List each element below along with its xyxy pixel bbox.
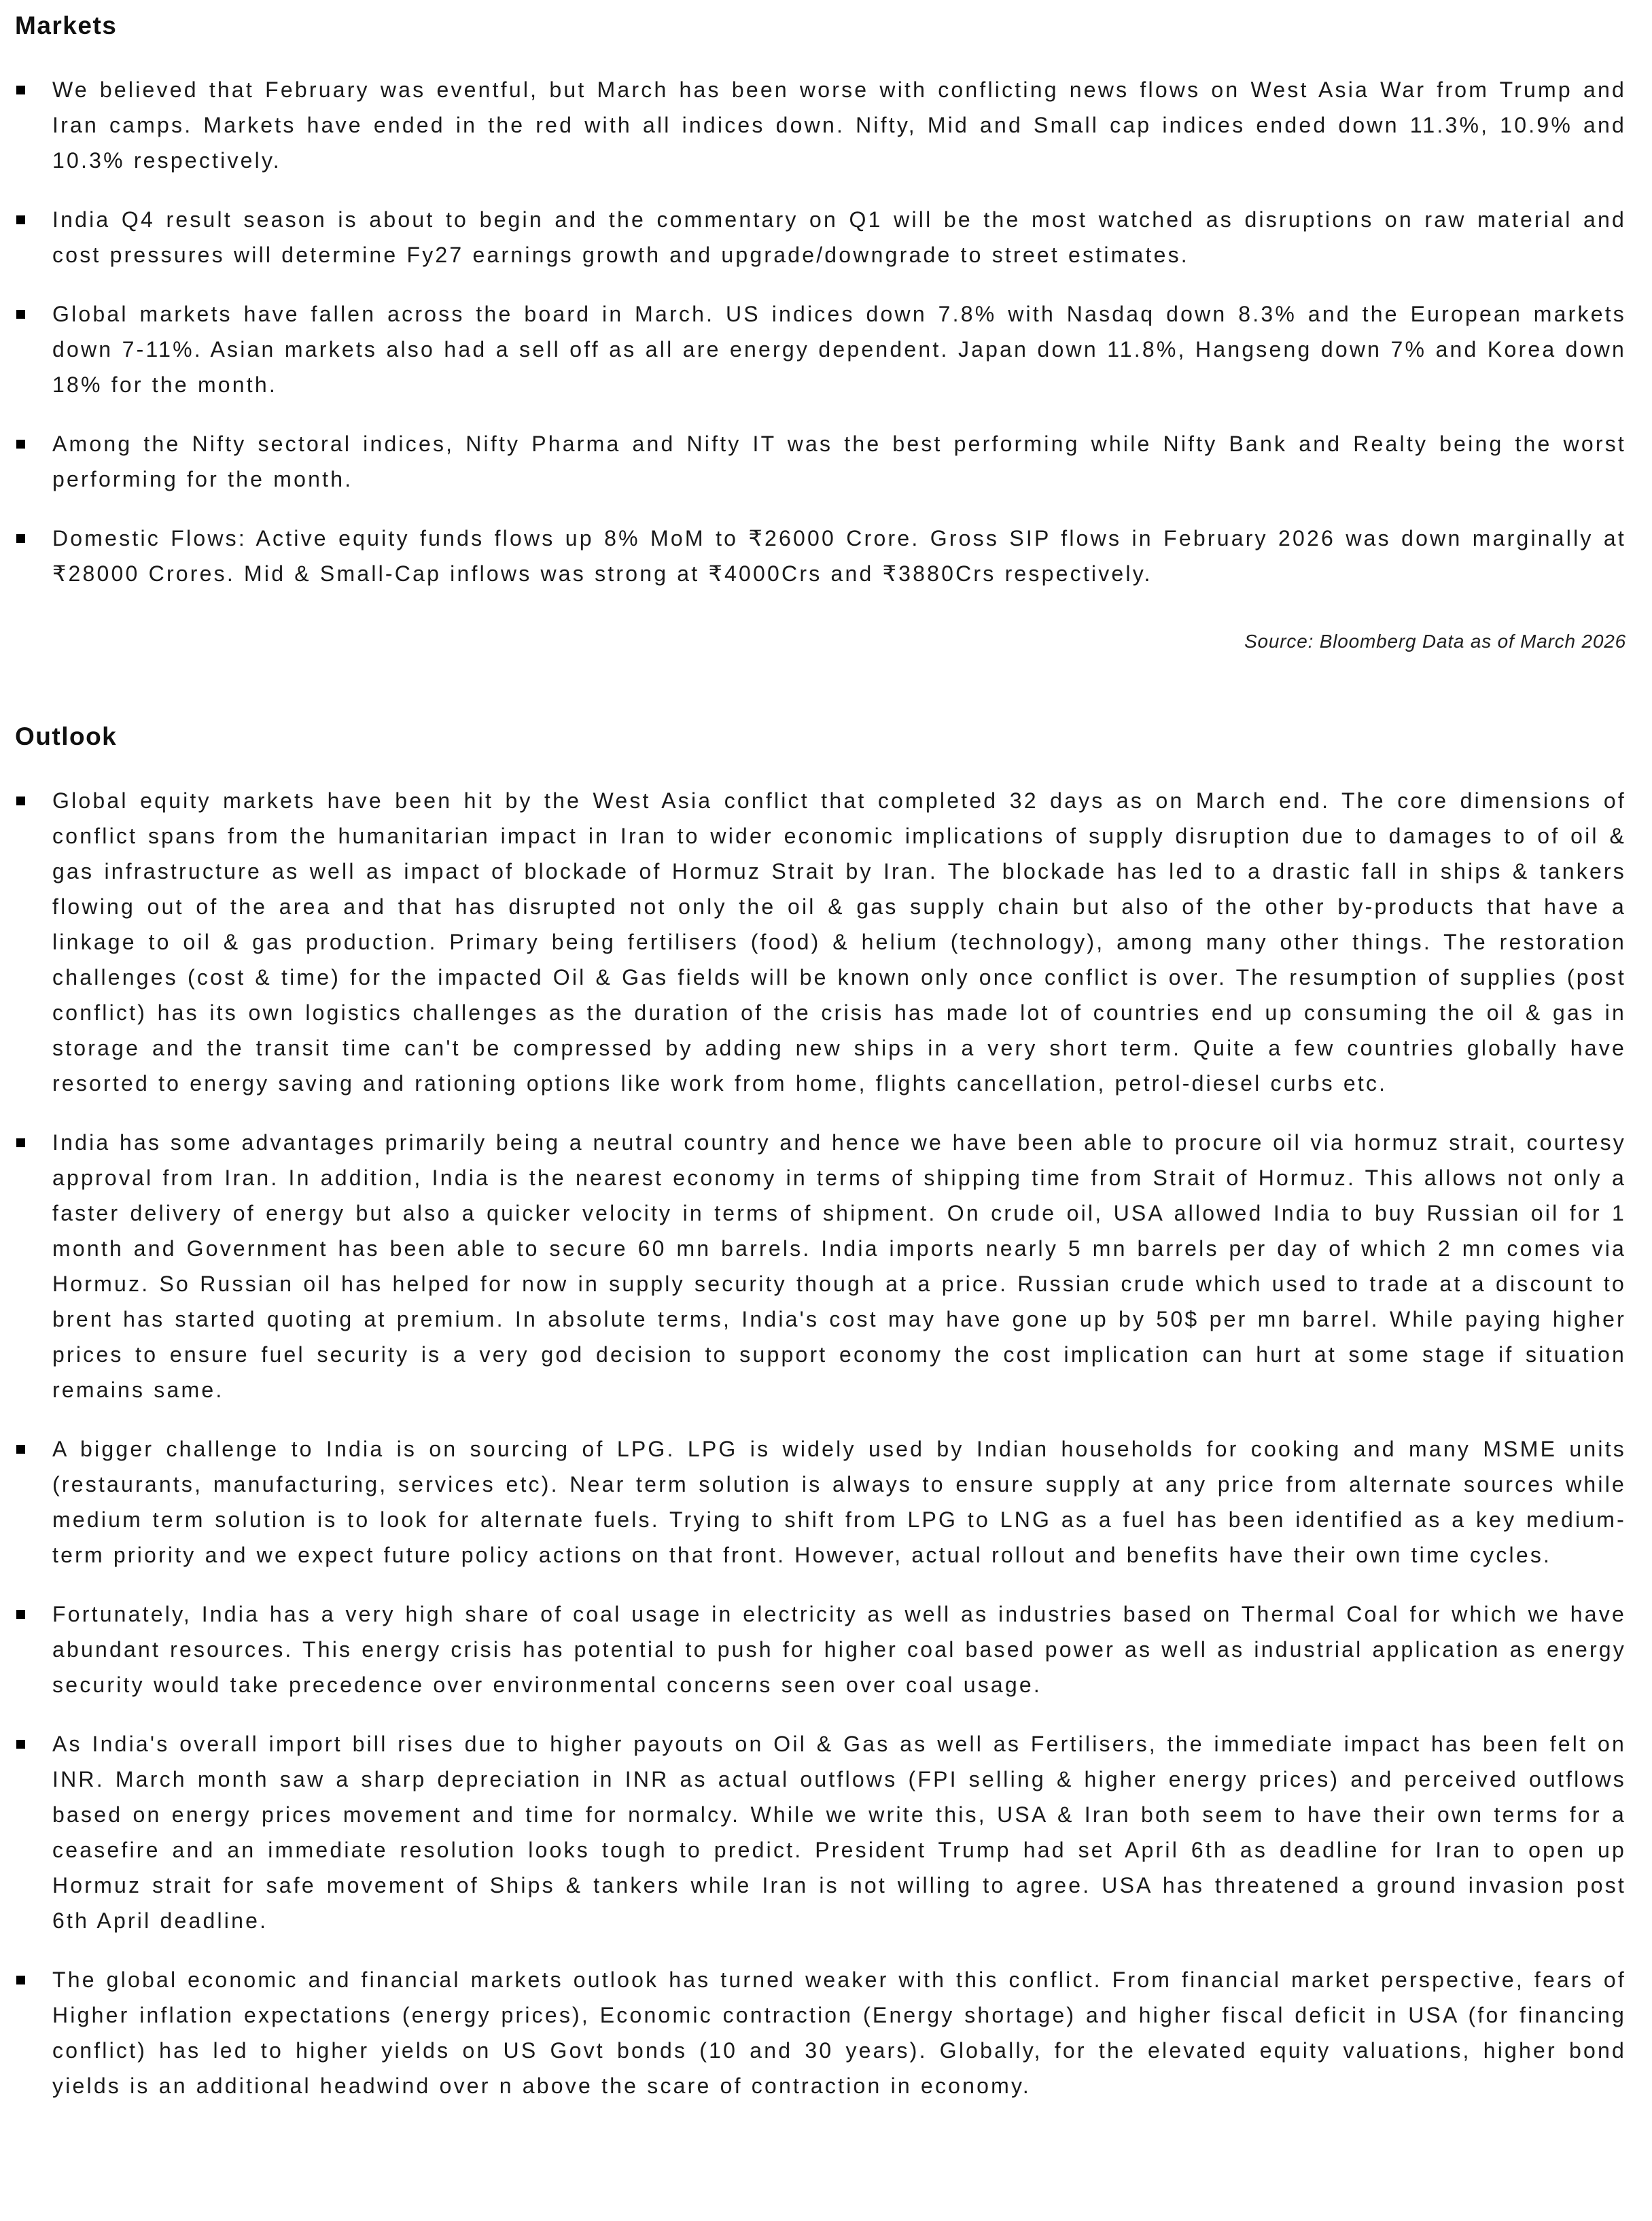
markets-bullet-4 <box>15 426 1626 497</box>
square-bullet-icon <box>16 440 25 449</box>
bullet-text: Domestic Flows: Active equity funds flows up 8% MoM to ₹26000 Crore. Gross SIP flows in February 2026 was down marginally at ₹28000 Crores. Mid & Small-Cap inflows was strong at ₹4000Crs and ₹3880Crs respectively. <box>52 526 1626 586</box>
bullet-text: The global economic and financial markets outlook has turned weaker with this conflict. From financial market perspective, fears of Higher inflation expectations (energy prices), Economic contraction (Energy shortage) and higher fiscal deficit in USA (for financing conflict) has led to higher yields on US Govt bonds (10 and 30 years). Globally, for the elevated equity valuations, higher bond yields is an additional headwind over n above the scare of contraction in economy. <box>52 1968 1626 2098</box>
square-bullet-icon <box>16 534 25 543</box>
bullet-text: A bigger challenge to India is on sourcing of LPG. LPG is widely used by Indian households for cooking and many MSME units (restaurants, manufacturing, services etc). Near term solution is always to ensure supply at any price from alternate sources while medium term solution is to look for alternate fuels. Trying to shift from LPG to LNG as a fuel has been identified as a key medium-term priority and we expect future policy actions on that front. However, actual rollout and benefits have their own time cycles. <box>52 1437 1626 1567</box>
square-bullet-icon <box>16 1445 25 1454</box>
bullet-text: As India's overall import bill rises due to higher payouts on Oil & Gas as well as Fertilisers, the immediate impact has been felt on INR. March month saw a sharp depreciation in INR as actual outflows (FPI selling & higher energy prices) and perceived outflows based on energy prices movement and time for normalcy. While we write this, USA & Iran both seem to have their own terms for a ceasefire and an immediate resolution looks tough to predict. President Trump had set April 6th as deadline for Iran to open up Hormuz strait for safe movement of Ships & tankers while Iran is not willing to agree. USA has threatened a ground invasion post 6th April deadline. <box>52 1732 1626 1933</box>
bullet-text: Among the Nifty sectoral indices, Nifty Pharma and Nifty IT was the best performing while Nifty Bank and Realty being the worst performing for the month. <box>52 432 1626 491</box>
markets-bullet-1 <box>15 72 1626 178</box>
outlook-bullet-3 <box>15 1431 1626 1573</box>
outlook-heading: Outlook <box>15 722 118 750</box>
bullet-text: India has some advantages primarily being a neutral country and hence we have been able to procure oil via hormuz strait, courtesy approval from Iran. In addition, India is the nearest economy in terms of shipping time from Strait of Hormuz. This allows not only a faster delivery of energy but also a quicker velocity in terms of shipment. On crude oil, USA allowed India to buy Russian oil for 1 month and Government has been able to secure 60 mn barrels. India imports nearly 5 mn barrels per day of which 2 mn comes via Hormuz. So Russian oil has helped for now in supply security though at a price. Russian crude which used to trade at a discount to brent has started quoting at premium. In absolute terms, India's cost may have gone up by 50$ per mn barrel. While paying higher prices to ensure fuel security is a very god decision to support economy the cost implication can hurt at some stage if situation remains same. <box>52 1130 1626 1402</box>
outlook-bullet-4 <box>15 1596 1626 1702</box>
square-bullet-icon <box>16 215 25 224</box>
source-note: Source: Bloomberg Data as of March 2026 <box>1244 631 1626 652</box>
markets-section <box>15 10 1626 655</box>
square-bullet-icon <box>16 1610 25 1619</box>
bullet-text: Global markets have fallen across the board in March. US indices down 7.8% with Nasdaq down 8.3% and the European markets down 7-11%. Asian markets also had a sell off as all are energy dependent. Japan down 11.8%, Hangseng down 7% and Korea down 18% for the month. <box>52 302 1626 397</box>
outlook-bullet-2 <box>15 1125 1626 1407</box>
square-bullet-icon <box>16 1976 25 1984</box>
markets-bullet-2 <box>15 202 1626 273</box>
square-bullet-icon <box>16 86 25 94</box>
bullet-text: We believed that February was eventful, but March has been worse with conflicting news flows on West Asia War from Trump and Iran camps. Markets have ended in the red with all indices down. Nifty, Mid and Small cap indices ended down 11.3%, 10.9% and 10.3% respectively. <box>52 77 1626 173</box>
outlook-section <box>15 720 1626 2103</box>
square-bullet-icon <box>16 1740 25 1749</box>
bullet-text: India Q4 result season is about to begin and the commentary on Q1 will be the most watched as disruptions on raw material and cost pressures will determine Fy27 earnings growth and upgrade/downgrade to street estimates. <box>52 207 1626 267</box>
markets-bullet-5 <box>15 521 1626 591</box>
outlook-bullet-5 <box>15 1726 1626 1938</box>
outlook-bullet-1 <box>15 783 1626 1101</box>
outlook-bullet-6 <box>15 1962 1626 2103</box>
markets-bullet-list <box>15 72 1626 591</box>
bullet-text: Global equity markets have been hit by the West Asia conflict that completed 32 days as on March end. The core dimensions of conflict spans from the humanitarian impact in Iran to wider economic implications of supply disruption due to damages to of oil & gas infrastructure as well as impact of blockade of Hormuz Strait by Iran. The blockade has led to a drastic fall in ships & tankers flowing out of the area and that has disrupted not only the oil & gas supply chain but also of the other by-products that have a linkage to oil & gas production. Primary being fertilisers (food) & helium (technology), among many other things. The restoration challenges (cost & time) for the impacted Oil & Gas fields will be known only once conflict is over. The resumption of supplies (post conflict) has its own logistics challenges as the duration of the crisis has made lot of countries end up consuming the oil & gas in storage and the transit time can't be compressed by adding new ships in a very short term. Quite a few countries globally have resorted to energy saving and rationing options like work from home, flights cancellation, petrol-diesel curbs etc. <box>52 788 1626 1096</box>
markets-heading: Markets <box>15 12 118 39</box>
bullet-text: Fortunately, India has a very high share of coal usage in electricity as well as industries based on Thermal Coal for which we have abundant resources. This energy crisis has potential to push for higher coal based power as well as industrial application as energy security would take precedence over environmental concerns seen over coal usage. <box>52 1602 1626 1697</box>
markets-bullet-3 <box>15 296 1626 402</box>
square-bullet-icon <box>16 310 25 319</box>
square-bullet-icon <box>16 797 25 805</box>
outlook-bullet-list <box>15 783 1626 2103</box>
square-bullet-icon <box>16 1138 25 1147</box>
